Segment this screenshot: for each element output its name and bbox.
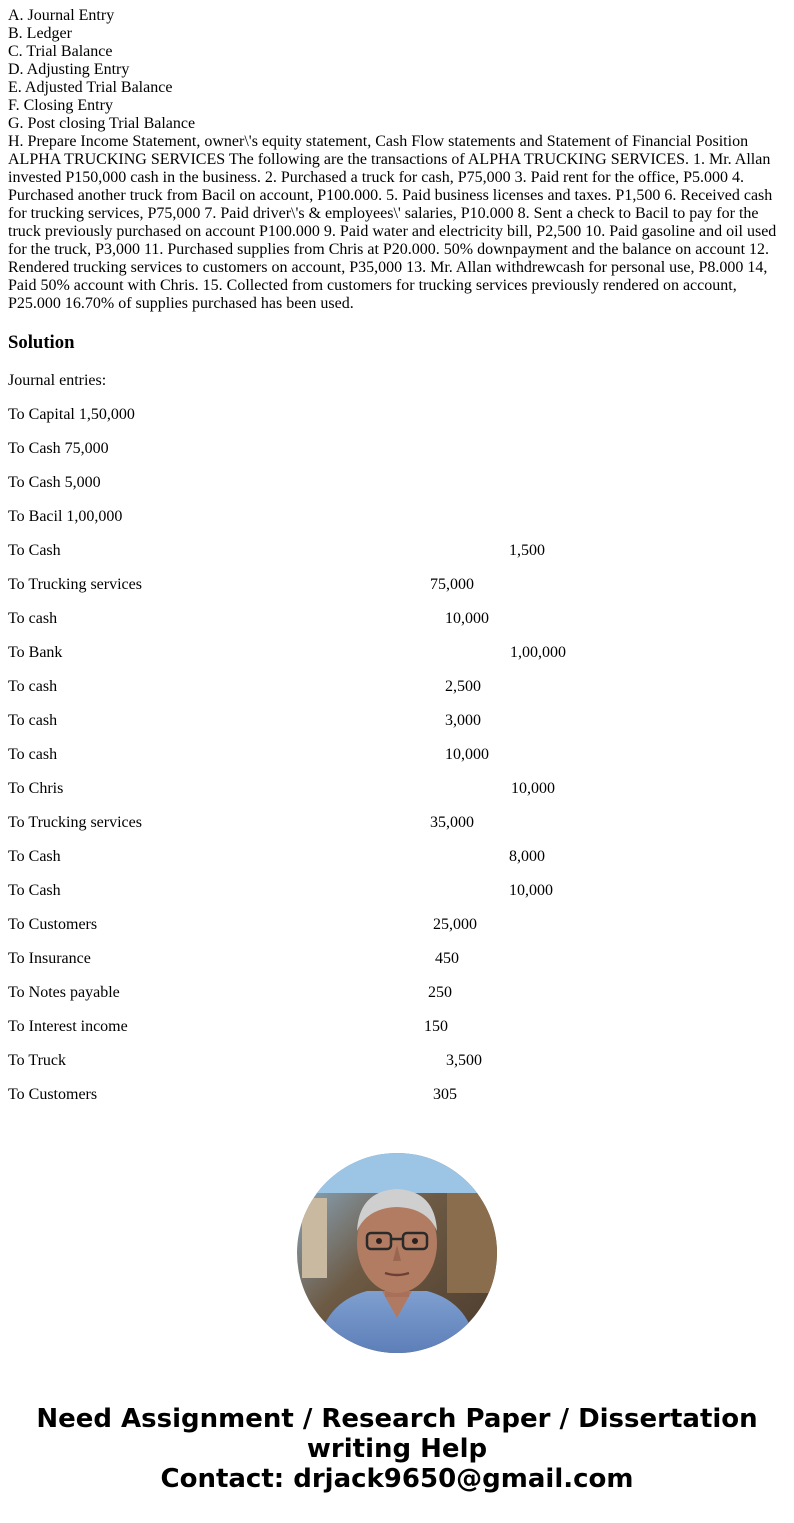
avatar-portrait — [297, 1153, 497, 1353]
solution-intro: Journal entries: — [8, 372, 107, 389]
option-c: C. Trial Balance — [8, 43, 113, 60]
entry-amount: 10,000 — [445, 610, 489, 627]
entry-label: To cash — [8, 712, 58, 729]
entry-amount: 250 — [428, 984, 452, 1001]
promo-contact: Contact: drjack9650@gmail.com — [160, 1464, 634, 1494]
entry-amount: 450 — [435, 950, 459, 967]
entry-label: To Insurance — [8, 950, 91, 967]
entry-label: To Capital 1,50,000 — [8, 406, 135, 423]
entry-label: To Cash — [8, 542, 61, 559]
option-h: H. Prepare Income Statement, owner\'s equity statement, Cash Flow statements and Statement of Financial Position — [8, 133, 749, 150]
entry-amount: 8,000 — [509, 848, 545, 865]
entry-label: To Trucking services — [8, 576, 142, 593]
entry-amount: 2,500 — [445, 678, 481, 695]
question-text — [8, 7, 784, 313]
solution-heading: Solution — [8, 332, 75, 353]
entry-amount: 10,000 — [511, 780, 555, 797]
entry-amount: 1,00,000 — [510, 644, 566, 661]
promo-line-1: Need Assignment / Research Paper / Dissertation — [36, 1404, 758, 1434]
entry-label: To Cash 75,000 — [8, 440, 109, 457]
option-g: G. Post closing Trial Balance — [8, 115, 196, 132]
entry-label: To Notes payable — [8, 984, 120, 1001]
option-e: E. Adjusted Trial Balance — [8, 79, 173, 96]
entry-label: To cash — [8, 746, 58, 763]
entry-label: To cash — [8, 610, 58, 627]
entry-amount: 25,000 — [433, 916, 477, 933]
entry-amount: 10,000 — [509, 882, 553, 899]
entry-label: To Trucking services — [8, 814, 142, 831]
entry-label: To Cash — [8, 848, 61, 865]
entry-label: To Cash 5,000 — [8, 474, 101, 491]
avatar — [297, 1153, 497, 1353]
entry-amount: 3,000 — [445, 712, 481, 729]
entry-amount: 10,000 — [445, 746, 489, 763]
entry-amount: 1,500 — [509, 542, 545, 559]
entry-label: To Bacil 1,00,000 — [8, 508, 123, 525]
option-d: D. Adjusting Entry — [8, 61, 130, 78]
entry-amount: 305 — [433, 1086, 457, 1103]
entry-label: To Bank — [8, 644, 63, 661]
entry-label: To Customers — [8, 1086, 98, 1103]
option-b: B. Ledger — [8, 25, 72, 42]
question-body: ALPHA TRUCKING SERVICES The following are the transactions of ALPHA TRUCKING SERVICES. 1. Mr. Allan invested P150,000 cash in the business. 2. Purchased a truck for cash, P75,000 3. Paid rent for the office, P5.000 4. Purchased another truck from Bacil on account, P100.000. 5. Paid business licenses and taxes. P1,500 6. Received cash for trucking services, P75,000 7. Paid driver\'s & employees\' salaries, P10.000 8. Sent a check to Bacil to pay for the truck previously purchased on account P100.000 9. Paid water and electricity bill, P2,500 10. Paid gasoline and oil used for the truck, P3,000 11. Purchased supplies from Chris at P20.000. 50% downpayment and the balance on account 12. Rendered trucking services to customers on account, P35,000 13. Mr. Allan withdrewcash for personal use, P8.000 14, Paid 50% account with Chris. 15. Collected from customers for trucking services previously rendered on account, P25.000 16.70% of supplies purchased has been used. — [8, 151, 777, 312]
entry-label: To Interest income — [8, 1018, 128, 1035]
entry-label: To Customers — [8, 916, 98, 933]
option-a: A. Journal Entry — [8, 7, 115, 24]
entry-amount: 35,000 — [430, 814, 474, 831]
promo-line-2: writing Help — [306, 1434, 488, 1464]
entry-label: To Truck — [8, 1052, 67, 1069]
option-f: F. Closing Entry — [8, 97, 113, 114]
entry-label: To Cash — [8, 882, 61, 899]
entry-label: To cash — [8, 678, 58, 695]
entry-amount: 75,000 — [430, 576, 474, 593]
entry-amount: 3,500 — [446, 1052, 482, 1069]
entry-amount: 150 — [424, 1018, 448, 1035]
entry-label: To Chris — [8, 780, 64, 797]
